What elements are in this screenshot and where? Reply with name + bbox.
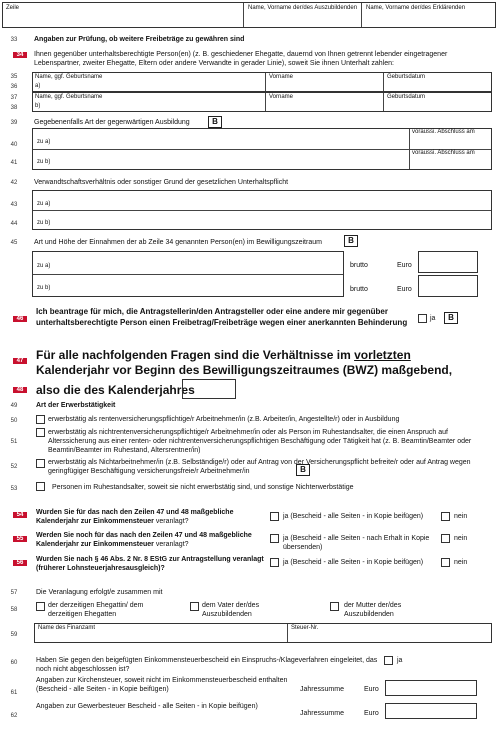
s47-part2: Kalenderjahr vor Beginn des Bewilligungszeitraumes (BWZ) maßgebend, — [36, 363, 453, 377]
line-number-37: 37 — [10, 95, 18, 101]
s55-a: Werden Sie noch für das nach den Zeilen 47 und 48 maßgebliche Kalenderjahr zur — [36, 532, 252, 548]
line-number-49: 49 — [10, 403, 18, 409]
line-number-47: 47 — [13, 358, 27, 364]
abschluss-label-b: voraussi. Abschluss am — [412, 150, 475, 156]
line-number-60: 60 — [10, 660, 18, 666]
brutto-label-b: brutto — [350, 286, 368, 293]
person-b-input[interactable] — [40, 102, 490, 111]
line-number-51: 51 — [10, 439, 18, 445]
s47-underline: vorletzten — [354, 348, 411, 362]
line-number-55: 55 — [13, 536, 27, 542]
vorname-label-b: Vorname — [269, 94, 294, 100]
steuernr-label: Steuer-Nr. — [291, 625, 319, 631]
line-number-45: 45 — [10, 240, 18, 246]
line-number-61: 61 — [10, 690, 18, 696]
name-label-a: Name, ggf. Geburtsname — [35, 74, 103, 80]
ja-label-60: ja — [397, 657, 403, 664]
s55-b: Einkommensteuer — [93, 541, 154, 548]
line-number-53: 53 — [10, 486, 18, 492]
gewerbesteuer-amount[interactable] — [385, 703, 477, 719]
line-number-34: 34 — [13, 52, 27, 58]
s56-c: )? — [158, 565, 165, 572]
euro-amount-b[interactable] — [418, 275, 478, 297]
ausbildung-table — [32, 128, 492, 170]
euro-amount-a[interactable] — [418, 251, 478, 273]
name-label-b: Name, ggf. Geburtsname — [35, 94, 103, 100]
vorname-label-a: Vorname — [269, 74, 294, 80]
line-number-36: 36 — [10, 84, 18, 90]
b-button-46[interactable]: B — [444, 312, 458, 324]
letter-a: a) — [35, 83, 41, 89]
person-a-input[interactable] — [40, 82, 490, 91]
line-number-42: 42 — [10, 180, 18, 186]
kirchensteuer-amount[interactable] — [385, 680, 477, 696]
s54-a: Wurden Sie für das nach den Zeilen 47 und 48 maßgebliche Kalenderjahr zur — [36, 509, 234, 525]
euro-label-a: Euro — [397, 262, 412, 269]
s47-part1: Für alle nachfolgenden Fragen sind die Verhältnisse im — [36, 348, 351, 362]
checkbox-46-ja[interactable] — [418, 314, 427, 323]
ja-label-46: ja — [430, 315, 436, 322]
finanzamt-input[interactable] — [38, 632, 284, 642]
checkbox-58-ehegatte[interactable] — [36, 602, 45, 611]
checkbox-53[interactable] — [36, 482, 45, 491]
kalenderjahr-input[interactable] — [182, 379, 236, 399]
finanzamt-label: Name des Finanzamt — [38, 625, 96, 631]
euro-label-62: Euro — [364, 710, 379, 717]
letter-b: b) — [35, 103, 41, 109]
s58-vater: dem Vater der/des Auszubildenden — [202, 602, 260, 618]
checkbox-50[interactable] — [36, 415, 45, 424]
s55-c: veranlagt? — [155, 541, 189, 548]
s56-option: ja (Bescheid - alle Seiten - in Kopie beifügen) — [283, 559, 424, 566]
checkbox-56-ja[interactable] — [270, 558, 279, 567]
section-39-label: Gegebenenfalls Art der gegenwärtigen Ausbildung — [34, 119, 190, 126]
section-53-text: Personen im Ruhestandsalter, soweit sie nicht erwerbstätig sind, und sonstige Nichterwerbstätige — [52, 484, 354, 491]
section-54-text — [36, 508, 262, 526]
checkbox-58-vater[interactable] — [190, 602, 199, 611]
section-51-text: erwerbstätig als nichtrentenversicherungspflichtige/r Arbeitnehmer/in oder als Person im Ruhestandsalter, die einen Anspruch auf Alterssicherung aus einer renten- oder nichtrentenversicherungspflichtigen Beschäftigung oder Tätigkeit hat (z. B. Beamtin/Beamter oder Beamtin/Beamter im Ruhestand, Altersrentner/in) — [48, 429, 472, 454]
zu-a-label-40: zu a) — [37, 139, 51, 145]
header-input-2[interactable] — [362, 12, 492, 26]
nein-label-55: nein — [454, 535, 468, 542]
line-number-35: 35 — [10, 74, 18, 80]
line-number-41: 41 — [10, 160, 18, 166]
section-61-text: Angaben zur Kirchensteuer, soweit nicht im Einkommensteuerbescheid enthalten (Bescheid - alle Seiten - in Kopie beifügen) — [36, 677, 288, 693]
verwandtschaft-table — [32, 190, 492, 230]
nein-label-56: nein — [454, 559, 468, 566]
section-55-text — [36, 531, 262, 549]
b-button-52[interactable]: B — [296, 464, 310, 476]
line-number-52: 52 — [10, 464, 18, 470]
steuernr-input[interactable] — [290, 632, 490, 642]
section-52-text: erwerbstätig als Nichtarbeitnehmer/in (z.B. Selbständige/r) oder auf Antrag von der Versicherungspflicht befreite/r oder auf Antrag wegen geringfügiger Beschäftigung versicherungsfreie/r Arbeitnehmer/in — [48, 459, 471, 475]
line-number-59: 59 — [10, 632, 18, 638]
checkbox-55-nein[interactable] — [441, 534, 450, 543]
line-number-56: 56 — [13, 560, 27, 566]
zu-a-label-43: zu a) — [37, 201, 51, 207]
nein-label-54: nein — [454, 513, 468, 520]
line-number-57: 57 — [10, 590, 18, 596]
b-button-39[interactable]: B — [208, 116, 222, 128]
geb-label-b: Geburtsdatum — [387, 94, 426, 100]
checkbox-54-nein[interactable] — [441, 512, 450, 521]
s58-ehegatte: der derzeitigen Ehegattin/ dem derzeitigen Ehegatten — [48, 602, 144, 618]
header-col2: Name, Vorname der/des Erklärenden — [366, 5, 466, 11]
line-number-46: 46 — [13, 316, 27, 322]
section-57-text: Die Veranlagung erfolgt/e zusammen mit — [36, 589, 163, 596]
section-56-text — [36, 555, 266, 573]
abschluss-label-a: voraussi. Abschluss am — [412, 129, 475, 135]
b-button-45[interactable]: B — [344, 235, 358, 247]
s56-a: Wurden Sie nach § 46 Abs. 2 Nr. 8 EStG zur Antragstellung veranlagt (früherer — [36, 556, 264, 572]
euro-label-b: Euro — [397, 286, 412, 293]
section-49-label: Art der Erwerbstätigkeit — [36, 402, 116, 409]
brutto-label-a: brutto — [350, 262, 368, 269]
zeile-label: Zeile — [6, 5, 20, 11]
einnahmen-table — [32, 251, 344, 297]
checkbox-54-ja[interactable] — [270, 512, 279, 521]
section-48-text: also die des Kalenderjahres — [36, 383, 195, 397]
line-number-44: 44 — [10, 221, 18, 227]
checkbox-52[interactable] — [36, 459, 45, 468]
checkbox-56-nein[interactable] — [441, 558, 450, 567]
s54-option: ja (Bescheid - alle Seiten - in Kopie beifügen) — [283, 513, 424, 520]
s54-b: Einkommensteuer — [93, 518, 154, 525]
zu-a-label-45a: zu a) — [37, 263, 51, 269]
checkbox-58-mutter[interactable] — [330, 602, 339, 611]
line-number-54: 54 — [13, 512, 27, 518]
geb-label-a: Geburtsdatum — [387, 74, 426, 80]
section-45-label: Art und Höhe der Einnahmen der ab Zeile 34 genannten Person(en) im Bewilligungszeitraum — [34, 239, 322, 246]
line-number-48: 48 — [13, 387, 27, 393]
line-number-62: 62 — [10, 713, 18, 719]
jahressumme-label-61: Jahressumme — [300, 686, 344, 693]
line-number-43: 43 — [10, 202, 18, 208]
zu-b-label-41: zu b) — [37, 159, 51, 165]
header-col1: Name, Vorname der/des Auszubildenden — [248, 5, 358, 11]
line-number-38: 38 — [10, 105, 18, 111]
s56-b: Lohnsteuerjahresausgleich — [67, 565, 159, 572]
jahressumme-label-62: Jahressumme — [300, 710, 344, 717]
section-33-title: Angaben zur Prüfung, ob weitere Freibeträge zu gewähren sind — [34, 36, 245, 43]
section-34-text: Ihnen gegenüber unterhaltsberechtigte Person(en) (z. B. geschiedener Ehegatte, dauernd von Ihnen getrennt lebender eingetragener Lebenspartner, zweiter Ehegatte, Eltern oder andere Verwandte in gerader Linie), soweit Sie ihnen Unterhalt zahlen: — [34, 51, 448, 67]
checkbox-55-ja[interactable] — [270, 534, 279, 543]
s58-mutter: der Mutter der/des Auszubildenden — [344, 602, 402, 618]
checkbox-51[interactable] — [36, 428, 45, 437]
section-62-text: Angaben zur Gewerbesteuer Bescheid - alle Seiten - in Kopie beifügen) — [36, 703, 258, 710]
euro-label-61: Euro — [364, 686, 379, 693]
zu-b-label-45b: zu b) — [37, 285, 51, 291]
section-60-text: Haben Sie gegen den beigefügten Einkommensteuerbescheid ein Einspruchs-/Klageverfahren eingeleitet, das noch nicht abgeschlossen ist? — [36, 657, 378, 673]
section-47-text — [36, 348, 476, 378]
checkbox-60-ja[interactable] — [384, 656, 393, 665]
section-46-text: Ich beantrage für mich, die Antragstellerin/den Antragsteller oder eine andere mir gegenüber unterhaltsberechtigte Person einen Freibetrag/Freibeträge wegen einer anerkannten Behinderung — [36, 307, 408, 327]
line-number-58: 58 — [10, 607, 18, 613]
line-number-40: 40 — [10, 142, 18, 148]
section-50-text: erwerbstätig als rentenversicherungspflichtige/r Arbeitnehmer/in (z.B. Arbeiter/in, Angestellte/r) oder in Ausbildung — [48, 416, 400, 423]
zu-b-label-44: zu b) — [37, 220, 51, 226]
line-number-33: 33 — [10, 37, 18, 43]
header-input-1[interactable] — [244, 12, 356, 26]
s54-c: veranlagt? — [155, 518, 189, 525]
s55-option: ja (Bescheid - alle Seiten - nach Erhalt in Kopie übersenden) — [283, 535, 430, 551]
section-42-label: Verwandtschaftsverhältnis oder sonstiger Grund der gesetzlichen Unterhaltspflicht — [34, 179, 289, 186]
line-number-50: 50 — [10, 418, 18, 424]
line-number-39: 39 — [10, 120, 18, 126]
